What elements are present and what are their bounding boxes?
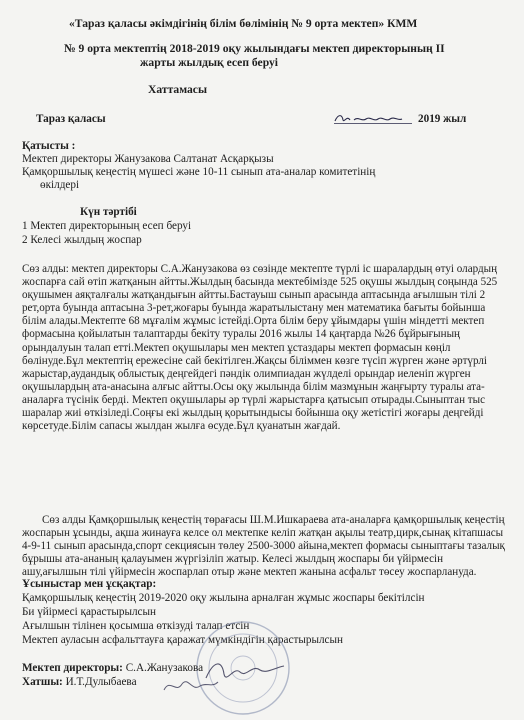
report-title-line1: № 9 орта мектептің 2018-2019 оқу жылындағы мектеп директорының II (64, 42, 445, 55)
decisions-heading: Ұсыныстар мен ұсқақтар: (22, 578, 157, 590)
secretary-name: И.Т.Дулыбаева (65, 676, 137, 688)
secretary-label: Хатшы: (22, 676, 63, 688)
city-label: Тараз қаласы (36, 113, 106, 125)
decision-item-3: Ағылшын тілінен қосымша өткізуді талап етсін (22, 620, 250, 632)
director-label: Мектеп директоры: (22, 662, 123, 674)
report-title-line2: жарты жылдық есеп беруі (140, 56, 279, 69)
speech-paragraph-director: Сөз алды: мектеп директоры С.А.Жанузакова өз сөзінде мектепте түрлі іс шаралардың өтуі олардың жоспарға сай өтіп жатқанын айтты.Жылдың басында мектебімізде 525 оқушы жылдың соңында 525 оқушымен аяқталғалы жатқандығын айтты.Бастауыш сынып арасында аптасында ағылшын тілі 2 рет,орта буында аптасына 3-рет,жоғары буында жаратылыстану мен математика бағыты бойынша білім алады.Мектепте 68 мұғалім жұмыс істейді.Орта білім беру ұйымдары үшін міндетті мектеп формасына қойылатын талаптарды бекіту туралы 2016 жылы 14 қаңтарда №26 бұйрығының орындалуын талап етті.Мектеп оқушылары мен мектеп ұстаздары мектеп формасын көңіл бөлінуде.Бұл мектептің ережесіне сай бекітілген.Жақсы біліммен көзге түсіп жүрген және әртүрлі жарыстар,аудандық облыстық деңгейдегі пәндік олимпиадан жүлделі орындар иеленіп жүрген оқушылардың ата-анасына алғыс айтты.Осы оқу жылында білім мазмұнын жаңғырту туралы ата-аналарға түсінік берді. Мектеп оқушылары әр түрлі жарыстарға қатысып отырады.Сыныптан тыс шаралар жиі өткізіледі.Соңғы екі жылдың қорытындысы бойынша оқу жетістігі жоғары деңгейді көрсетуде.Білім сапасы жылдан жылға өсуде.Бұл қуанатын жағдай. (22, 263, 498, 433)
speech-paragraph-council: Сөз алды Қамқоршылық кеңестің төрағасы Ш.М.Ишкараева ата-аналарға қамқоршылық кеңестің жоспарын ұсынды, ақша жинауға келсе ол мектепке келіп жатқан ақылы театр,цирк,сынақ кітапшасы 4-9-11 сынып арасында,спорт секциясын төлеу 2500-3000 айына,мектеп формасы сыныптағы тазалық бұрышы ата-ананың қалауымен жүргізіліп жатыр. Келесі жылдың жоспары би үйірмесін ашу,ағылшын тілі үйірмесін жоспарлап отыр және мектеп жанына асфальт төсеу жоспарлануда. (22, 514, 505, 579)
agenda-item-2: 2 Келесі жылдың жоспар (22, 234, 142, 246)
agenda-item-1: 1 Мектеп директорының есеп беруі (22, 220, 192, 232)
director-name: С.А.Жанузакова (125, 662, 204, 674)
institution-title: «Тараз қаласы әкімдігінің білім бөлімінің № 9 орта мектеп» КММ (69, 17, 418, 30)
attendee-council-cont: өкілдері (40, 179, 80, 191)
decision-item-2: Би үйірмесі қарастырылсын (22, 606, 157, 618)
year-label: 2019 жыл (418, 113, 467, 125)
secretary-signature-line (22, 676, 137, 689)
attendee-council: Қамқоршылық кеңестің мүшесі және 10-11 сынып ата-аналар комитетінің (22, 166, 376, 178)
decision-item-1: Қамқоршылық кеңестің 2019-2020 оқу жылына арналған жұмыс жоспары бекітілсін (22, 592, 425, 604)
attendees-heading: Қатысты : (22, 140, 76, 152)
decision-item-4: Мектеп ауласын асфальттауға қаражат мүмкіндігін қарастырылсын (22, 634, 344, 646)
protocol-title: Хаттамасы (148, 83, 208, 96)
secretary-handwritten-signature (160, 674, 220, 698)
agenda-heading: Күн тәртібі (80, 206, 137, 218)
attendee-director: Мектеп директоры Жанузакова Салтанат Асқарқызы (22, 153, 274, 165)
handwritten-date-signature (332, 110, 416, 126)
